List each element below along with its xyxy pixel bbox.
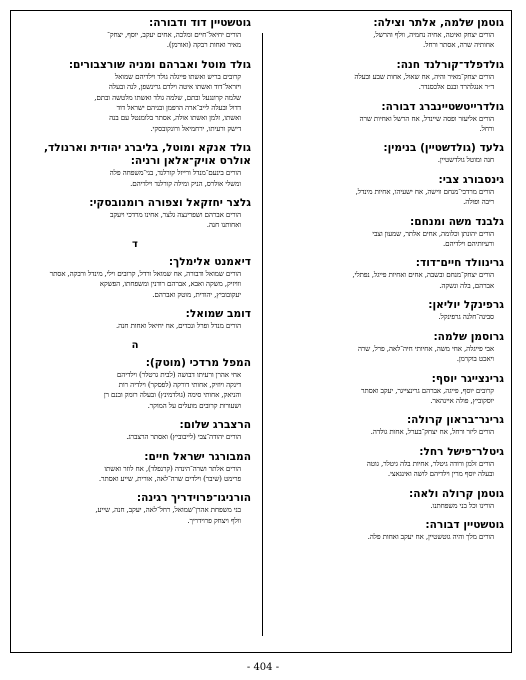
entry-line: הורים זלמן ורודה גיטלר, אחיות בלה גיטלר, גוטה: [366, 458, 494, 468]
entry: [19, 451, 251, 485]
entry: [19, 59, 251, 134]
entry-heading: גרוסמן שלמה:: [433, 330, 504, 343]
entry-body: [19, 72, 241, 134]
entry-heading: גולד אנקא ומוטל, בליברג יהודית וארנולד,: [43, 142, 251, 155]
entry: [19, 492, 251, 526]
entry-heading: הורניגו־פרוידריך רגינה:: [136, 492, 251, 505]
entry-line: ואשתו, זלמן ואשתו אולה, אסתר בלומנטל עם בנה: [109, 113, 241, 123]
entry: [19, 357, 251, 412]
entry-line: הורים יהונתן וכלומה, אחים אלתר, שמעון וצבי: [372, 228, 494, 238]
entry-body: [272, 30, 494, 51]
section-letter-he: ה: [131, 339, 139, 351]
entry: [19, 17, 251, 51]
entry-line: הורים מלך והיה גוטשטיין, אח יעקב ואחות פלה.: [367, 531, 494, 541]
entry-body: [19, 464, 241, 485]
entry: [272, 142, 504, 165]
entry-heading: גולדפלד־קורלנד חנה:: [396, 58, 504, 71]
left-column: [19, 17, 251, 534]
entry-body: [19, 210, 241, 231]
entry-line: הורים ליזר ורחל, אח יצחק־בערל, אחות גולדה.: [370, 427, 494, 437]
entry-heading: דיאמנט אלימלך:: [168, 255, 251, 268]
entry-body: [19, 432, 241, 442]
entry-line: ויזראל־דוד ואשתו איטה וילדם גרינשפן, לנה ובעלה: [108, 82, 241, 92]
entry-body: [272, 270, 494, 291]
entry-body: [19, 505, 241, 526]
entry-line: קרובים בריש ואשתו פייגלה גולד וילדיהם שמואל: [114, 71, 241, 81]
entry: [19, 419, 251, 442]
entry-line: הורים יצחק־מאיר והיה, אח שאול, אחות שבע ובעלה: [354, 71, 494, 81]
entry-line: הורים יצחק־מנחם ובשבה, אחים ואחיות פייגל, נפתלי,: [352, 270, 494, 280]
entry-body: [272, 114, 494, 135]
entry: [272, 101, 504, 135]
entry-heading: גוטשטיין דבורה:: [425, 518, 504, 531]
entry-heading: גרפינקל יוליאן:: [428, 299, 504, 312]
entry: [19, 142, 251, 155]
entry-line: דינקה ויוזיק, אחותי דורקה (לפסקר) וילדיה רות: [118, 379, 241, 389]
entry: [272, 299, 504, 322]
entry-heading: גרינוולד חיים־דוד:: [415, 257, 504, 270]
entry: [19, 256, 251, 300]
entry-line: יעקובוביץ, יהודית, מוטק ואברהם.: [152, 289, 241, 299]
entry-body: [272, 187, 494, 208]
entry: [272, 519, 504, 542]
entry-heading: אולרס אויק־אלאן ורניה:: [130, 155, 251, 168]
entry-body: [272, 386, 494, 407]
page-number: - 404 -: [246, 662, 280, 673]
entry-body: [19, 168, 241, 189]
section-letter-dalet: ד: [132, 238, 138, 250]
entry-heading: גרינר־בראון קרולה:: [406, 414, 504, 427]
entry-heading: הרצברג שלום:: [179, 419, 251, 432]
entry-line: מאיר ואחות רבקה (ואורמן).: [166, 40, 241, 50]
entry-line: יוסקוביץ, פולה איינהאר.: [430, 395, 494, 405]
entry: [272, 331, 504, 365]
column-divider: [262, 33, 263, 636]
entry-line: ד״ר אנגלהרד ובנם אלכסנדר.: [418, 82, 494, 92]
entry-line: סבינה־חלנה גרפינקל.: [438, 312, 494, 322]
entry-line: קרובים יוסף, פייגה, אברהם גרינצייגר, יעקב ואסתר: [360, 385, 494, 395]
entry-line: וולף ויצחק פרוידריך.: [187, 515, 241, 525]
entry-line: ובעלה יוסף מרין וילדיהם לושה ואינגאצי.: [387, 469, 494, 479]
entry-heading: גלצר יחזקאל וצפורה רומנובסקי:: [89, 197, 251, 210]
entry-line: דישק ורעיתו, ירחמיאל ורונקובסקי.: [150, 123, 241, 133]
entry: [19, 155, 251, 189]
entry-line: אברהם, בלה ונשקה.: [439, 280, 494, 290]
entry-line: הורים אלתר ושרה־הינדה (קרנפלד), אח לוזר ואשתו: [104, 463, 241, 473]
entry: [272, 17, 504, 51]
entry-heading: גולדרייטשטיינברג דבורה:: [381, 100, 504, 113]
entry-heading: גרינצייגר יוסף:: [431, 372, 504, 385]
entry-line: ריבה ופולה.: [463, 197, 494, 207]
entry-line: ויאכט בוקרמן.: [456, 354, 494, 364]
entry: [272, 257, 504, 291]
entry-line: והניאק, אחותי סימה (גולדמינץ) ובעלה רומק ובנם רן: [103, 390, 241, 400]
page-frame: [10, 10, 512, 653]
entry-heading: גולד מוטל ואברהם ומניה שורצבורים:: [68, 58, 251, 71]
entry-line: הורים בינעם־מנדל ורייזל קורלנד, בני־משפחה פלה: [109, 168, 241, 178]
entry-body: [19, 269, 241, 300]
entry-line: בני משפחת אהרן־שמואל, רחל־לאה, יעקב, חנה, שייע,: [95, 505, 241, 515]
entry-body: [272, 427, 494, 437]
entry-body: [272, 344, 494, 365]
entry-heading: גיטלר־פישל רחל:: [419, 445, 504, 458]
entry-body: [19, 321, 241, 331]
entry-line: הורים יחיאל־חיים ומלכה, אחים יעקב, יוסף, יצחק־: [107, 30, 241, 39]
entry-heading: המפל מרדכי (מוטק):: [145, 356, 251, 369]
entry-heading: המבורגר ישראל חיים:: [144, 450, 251, 463]
entry-body: [272, 229, 494, 250]
entry: [272, 174, 504, 208]
entry-line: הורים שמואל ודבורה, אח שמואל ורדל, קרובים וילי, מינדל ורבקה, אסתר: [49, 268, 241, 278]
entry-line: ורעיותיהם וילדיהם.: [443, 239, 494, 249]
entry-heading: דומב שמואל:: [185, 308, 251, 321]
entry-body: [19, 30, 241, 51]
entry-heading: גוטשטיין דוד ודבורה:: [149, 17, 251, 29]
entry-heading: גלבנד משה ומנחם:: [410, 215, 504, 228]
entry-line: הורים אברהם ושפרינצה גלצר, אחינו מרדכי ויעקב: [110, 210, 241, 220]
right-column: [272, 17, 504, 550]
entry-line: אחותיה שרה, אסתר ורחל.: [423, 40, 494, 50]
entry: [272, 59, 504, 93]
entry-line: הורים יהודה־צבי (לייבוביץ) ואסתר הרצברג.: [126, 432, 241, 442]
entry-line: הורים יצחק ואיטה, אחיה נחמיה, וולף והרשל,: [373, 30, 494, 39]
entry-body: [19, 370, 241, 412]
entry-line: ואחותנו חנה.: [206, 220, 241, 230]
entry: [272, 216, 504, 250]
entry-heading: גלעד (גולדשטיין) בנימין:: [383, 142, 504, 155]
entry-body: [272, 532, 494, 542]
entry-heading: גינסבורג צבי:: [438, 173, 504, 186]
entry: [19, 308, 251, 331]
entry-line: פרימט (שיבר) וילדים שרה־לאה, אורית, שייע ואסתר.: [98, 473, 241, 483]
entry: [19, 197, 251, 231]
entry-line: שלמה קרונגעל ובתם, שלמה גולד ואשתו מלטשה ובתם,: [94, 92, 241, 102]
entry-heading: גוטמן שלמה, אלתר וצילה:: [373, 17, 504, 29]
entry-line: אבי פייגלה, אחי משה, אחיותי חיה־לאה, פרל, שרה: [357, 343, 494, 353]
entry-line: ושעורות קרובים מועלים על המוקר.: [147, 400, 241, 410]
entry-body: [272, 312, 494, 322]
entry-heading: גוטמן קרולה ולאה:: [408, 487, 504, 500]
entry: [272, 414, 504, 437]
entry-line: אחי אהרן ורעיתו דבושה (לבית גרטלר) וילדיהם: [116, 369, 241, 379]
entry-line: הורינו וכל בני משפחתנו.: [430, 500, 494, 510]
entry-line: ורחל.: [479, 124, 494, 134]
entry-line: הורים אליעזר ופסה שיינדל, אח הרשל ואחיות שרה: [359, 113, 494, 123]
entry-body: [272, 72, 494, 93]
entry-body: [272, 459, 494, 480]
entry-body: [272, 501, 494, 511]
entry-body: [272, 155, 494, 165]
entry: [272, 446, 504, 480]
entry-line: ווויזיק, משקה ואבא, אברהם רודנין ומשפחתו, הפשקא: [99, 279, 241, 289]
entry-line: הורים מנדל ופרל ונכדים, אח יחיאל ואחות חנה.: [115, 321, 241, 331]
entry: [272, 488, 504, 511]
entry-line: דדול ובעלה לייב־ארה הרפמן ובניהם ישראל דוד: [116, 103, 241, 113]
entry-line: הורים מרדכי־מנחם ווישה, אח ישעיהו, אחיות מינדל,: [355, 186, 494, 196]
entry-line: ומשלי אולרס, הניק ומילה קורלנד וילדיהם.: [130, 178, 241, 188]
entry-line: חנה ומוטל גולדשטיין.: [437, 155, 494, 165]
entry: [272, 373, 504, 407]
